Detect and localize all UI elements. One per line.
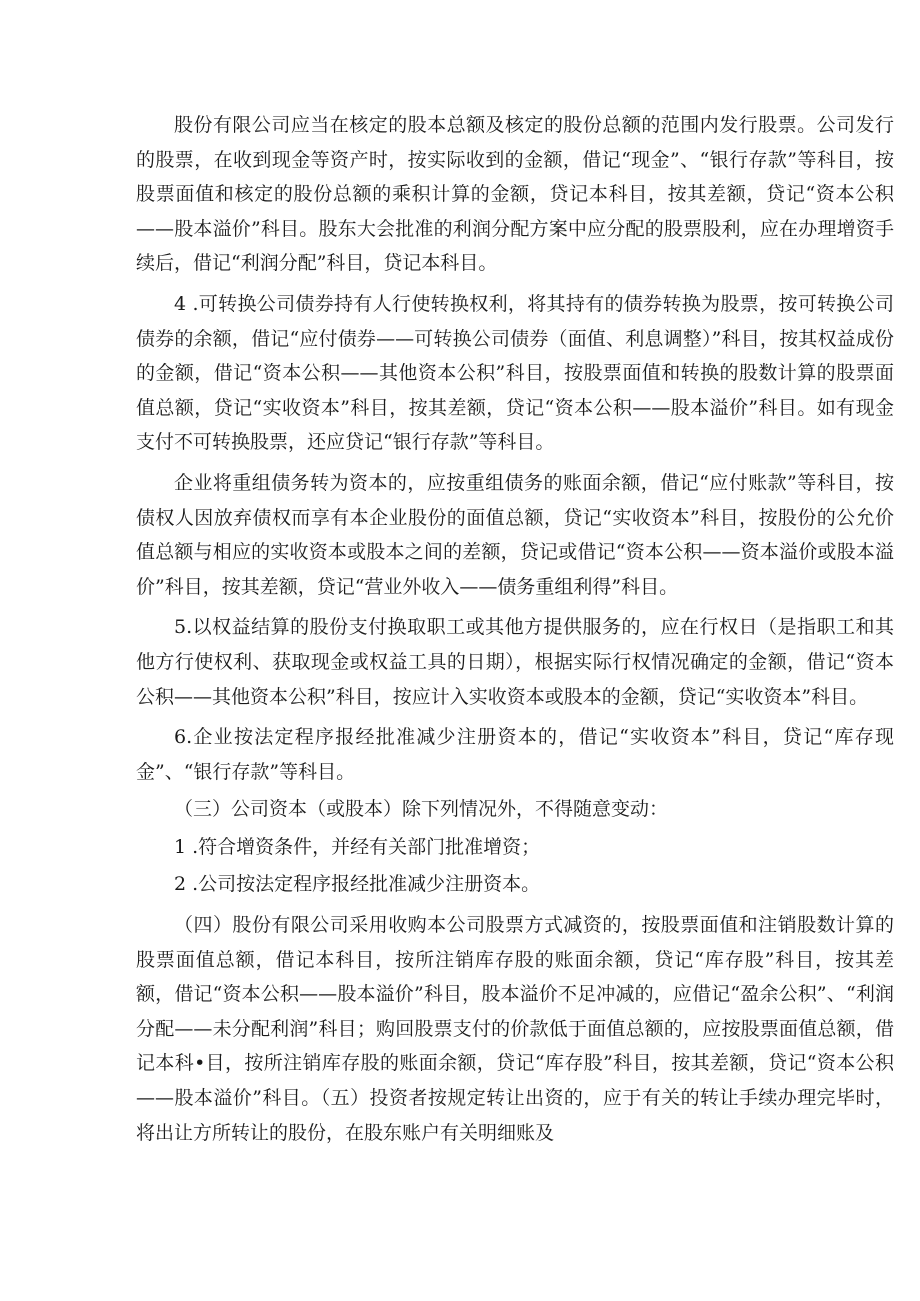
paragraph-debt-restructuring: 企业将重组债务转为资本的，应按重组债务的账面余额，借记“应付账款”等科目，按债权人因放弃债权而享有本企业股份的面值总额，贷记“实收资本”科目，按股份的公允价值总额与相应的实收资本或股本之间的差额，贷记或借记“资本公积——资本溢价或股本溢价”科目，按其差额，贷记“营业外收入——债务重组利得”科目。 xyxy=(136,471,894,598)
paragraph-section-3-heading: （三）公司资本（或股本）除下列情况外，不得随意变动： xyxy=(174,798,669,821)
paragraph-section-4-share-buyback: （四）股份有限公司采用收购本公司股票方式减资的，按股票面值和注销股数计算的股票面值总额，借记本科目，按所注销库存股的账面余额，贷记“库存股”科目，按其差额，借记“资本公积——股本溢价”科目，股本溢价不足冲减的，应借记“盈余公积”、“利润分配——未分配利润”科目；购回股票支付的价款低于面值总额的，应按股票面值总额，借记本科•目，按所注销库存股的账面余额，贷记“库存股”科目，按其差额，贷记“资本公积——股本溢价”科目。（五）投资者按规定转让出资的，应于有关的转让手续办理完毕时，将出让方所转让的股份，在股东账户有关明细账及 xyxy=(136,914,894,1144)
list-item-2: 2 .公司按法定程序报经批准减少注册资本。 xyxy=(174,873,541,896)
paragraph-item-5-share-payment: 5.以权益结算的股份支付换取职工或其他方提供服务的，应在行权日（是指职工和其他方行使权利、获取现金或权益工具的日期），根据实际行权情况确定的金额，借记“资本公积——其他资本公积”科目，按应计入实收资本或股本的金额，贷记“实收资本”科目。 xyxy=(136,616,894,708)
paragraph-item-6-capital-reduction: 6.企业按法定程序报经批准减少注册资本的，借记“实收资本”科目，贷记“库存现金”、“银行存款”等科目。 xyxy=(136,726,894,783)
list-item-1: 1 .符合增资条件，并经有关部门批准增资； xyxy=(174,835,541,858)
document-page xyxy=(136,108,894,1150)
paragraph-share-issuance: 股份有限公司应当在核定的股本总额及核定的股份总额的范围内发行股票。公司发行的股票，在收到现金等资产时，按实际收到的金额，借记“现金”、“银行存款”等科目，按股票面值和核定的股份总额的乘积计算的金额，贷记本科目，按其差额，贷记“资本公积——股本溢价”科目。股东大会批准的利润分配方案中应分配的股票股利，应在办理增资手续后，借记“利润分配”科目，贷记本科目。 xyxy=(136,114,894,275)
paragraph-item-4-convertible-bonds: 4 .可转换公司债券持有人行使转换权利，将其持有的债券转换为股票，按可转换公司债券的余额，借记“应付债券——可转换公司债券（面值、利息调整）”科目，按其权益成份的金额，借记“资本公积——其他资本公积”科目，按股票面值和转换的股数计算的股票面值总额，贷记“实收资本”科目，按其差额，贷记“资本公积——股本溢价”科目。如有现金支付不可转换股票，还应贷记“银行存款”等科目。 xyxy=(136,292,894,454)
